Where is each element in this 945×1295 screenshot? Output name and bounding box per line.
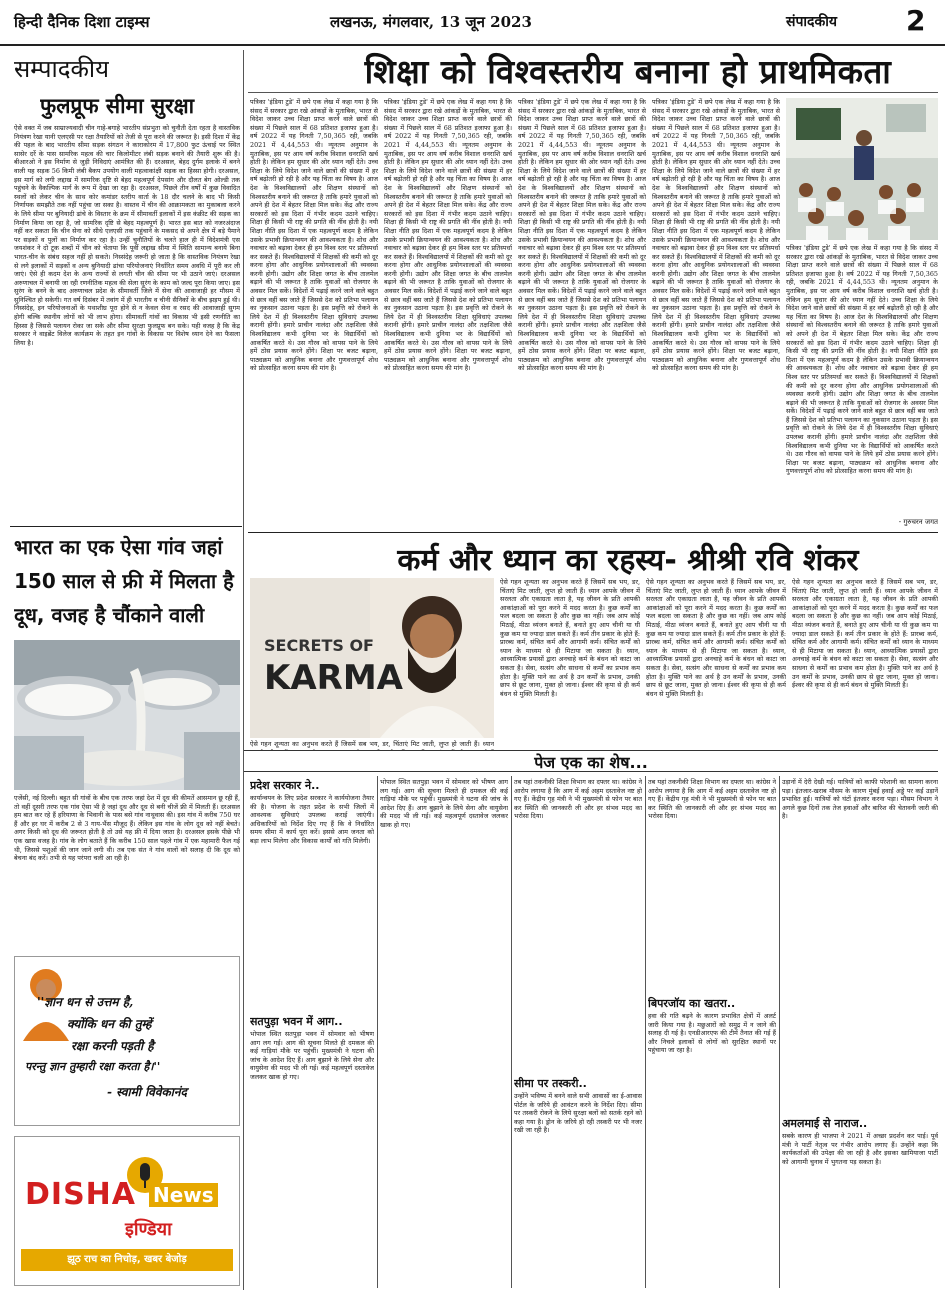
karma-body-col3: ऐसे गहन शून्यता का अनुभव करते हैं जिसमें सब भय, डर, चिंताएं मिट जाती, लुप्त हो जाती हैं। ध्यान आपके जीवन में सरलता और एकाग्रता लाता है, यह जीवन के प्रति आपकी आकांक्षाओं को पूरा करने में मदद करता है। कुछ कर्मों का फल बदला जा सकता है और कुछ का नहीं। जब आप कोई मिठाई, मीठा व्यंजन बनाते हैं, बनाते हुए आप चीनी या घी कुछ कम या ज्यादा डाल सकते हैं। कर्म तीन प्रकार के होते हैं: प्रारब्ध कर्म, संचित कर्म और आगामी कर्म। संचित कर्मों को ध्यान के माध्यम से ही मिटाया जा सकता है। ध्यान, आध्यात्मिक प्रयासों द्वारा अनचाहे कर्म के बंधन को काटा जा सकता है। सेवा, सत्संग और साधना से कर्मों का प्रभाव कम होता है। मुक्ति पाने का अर्थ है उन कर्मों के प्रभाव, उनकी छाप से छूट जाना, मुक्त हो जाना। ईश्वर की कृपा से ही कर्म बंधन से मुक्ति मिलती है। [646,578,786,698]
pradesh-body: कार्यान्वयन के लिए प्रदेश सरकार ने कार्ययोजना तैयार की है। योजना के तहत प्रदेश के सभी जिलों में आवश्यक सुविधाएं उपलब्ध कराई जाएंगी। अधिकारियों को निर्देश दिए गए हैं कि वे निर्धारित समय सीमा में कार्य पूरा करें। इससे आम जनता को बड़ा लाभ मिलेगा और विकास कार्यों को गति मिलेगी। [250,794,374,845]
quote-line-3: रक्षा करनी पड़ती है [71,1039,154,1053]
amalmai-body: सबके कारण ही भाजपा ने 2021 में अच्छा प्रदर्शन कर पाई। पूर्व मंत्री ने पार्टी नेतृत्व पर गंभीर आरोप लगाए हैं। उन्होंने कहा कि कार्यकर्ताओं की उपेक्षा की जा रही है और इसका खामियाजा पार्टी को आगामी चुनाव में भुगतना पड़ सकता है। [782,1132,938,1166]
headline-rule [248,92,938,93]
disha-news-ad[interactable] [14,1136,240,1286]
quote-line-2: क्योंकि धन की तुम्हें [67,1017,152,1031]
karma-headline: कर्म और ध्यान का रहस्य- श्रीश्री रवि शंकर [397,543,859,578]
column-rule [779,776,780,1288]
ad-sub: इण्डिया [125,1219,172,1240]
village-headline: भारत का एक ऐसा गांव जहां 150 साल से फ्री में मिलता है दूध, वजह है चौंकाने वाली [14,535,234,627]
section-rule [248,532,938,533]
column-rule [511,776,512,1288]
ad-brand-news: News [149,1183,218,1207]
biparjoy-title: बिपरजॉय का खतरा.. [648,997,736,1010]
quote-author: - स्वामी विवेकानंद [107,1085,187,1099]
amalmai-title: अमलमाई से नाराज.. [782,1117,868,1130]
section-name: संपादकीय [786,14,837,30]
karma-book-image [250,578,494,738]
quote-box [14,956,240,1126]
book-title-line1: SECRETS OF [264,636,374,655]
book-title-line2: KARMA [264,658,403,698]
paper-name: हिन्दी दैनिक दिशा टाइम्स [14,13,150,31]
page-number: 2 [906,4,926,37]
column-rule [243,50,244,1290]
lead-body-col3: पत्रिका 'इंडिया टुडे' में छपे एक लेख में कहा गया है कि संसद में सरकार द्वारा रखे आंकड़ों के मुताबिक, भारत से विदेश जाकर उच्च शिक्षा प्राप्त करने वाले छात्रों की संख्या में पिछले साल में 68 प्रतिशत इजाफा हुआ है। वर्ष 2022 में यह गिनती 7,50,365 रही, जबकि 2021 में 4,44,553 थी। न्यूनतम अनुमान के मुताबिक, इस पर आय वर्ष करीब विशाल धनराशि खर्च होती है। लेकिन हम सुधार की ओर ध्यान नहीं देते। उच्च शिक्षा के लिये विदेश जाने वाले छात्रों की संख्या में हर वर्ष बढ़ोतरी हो रही है और यह चिंता का विषय है। आज देश के विश्वविद्यालयों और शिक्षण संस्थानों को विश्वस्तरीय बनाने की जरूरत है ताकि हमारे युवाओं को अपने ही देश में बेहतर शिक्षा मिल सके। केंद्र और राज्य सरकारों को इस दिशा में गंभीर कदम उठाने चाहिए। शिक्षा ही किसी भी राष्ट्र की प्रगति की नींव होती है। नयी शिक्षा नीति इस दिशा में एक महत्वपूर्ण कदम है लेकिन उसके प्रभावी क्रियान्वयन की आवश्यकता है। शोध और नवाचार को बढ़ावा देकर ही हम विश्व स्तर पर प्रतिस्पर्धा कर सकते हैं। विश्वविद्यालयों में शिक्षकों की कमी को दूर करना होगा और आधुनिक प्रयोगशालाओं की व्यवस्था करनी होगी। उद्योग और शिक्षा जगत के बीच तालमेल बढ़ाने की भी जरूरत है ताकि युवाओं को रोजगार के अवसर मिल सकें। विदेशों में पढ़ाई करने जाने वाले बहुत से छात्र वहीं बस जाते हैं जिससे देश को प्रतिभा पलायन का नुकसान उठाना पड़ता है। इस प्रवृत्ति को रोकने के लिये देश में ही विश्वस्तरीय शिक्षा सुविधाएं उपलब्ध करानी होंगी। हमारे प्राचीन नालंदा और तक्षशिला जैसे विश्वविद्यालय कभी दुनिया भर के विद्यार्थियों को आकर्षित करते थे। उस गौरव को वापस पाने के लिये हमें ठोस प्रयास करने होंगे। शिक्षा पर बजट बढ़ाना, पाठ्यक्रम को आधुनिक बनाना और गुणवत्तापूर्ण शोध को प्रोत्साहित करना समय की मांग है। [518,98,646,373]
quote-line-1: ''ज्ञान धन से उत्तम है, [37,995,134,1009]
lead-body-col1: पत्रिका 'इंडिया टुडे' में छपे एक लेख में कहा गया है कि संसद में सरकार द्वारा रखे आंकड़ों के मुताबिक, भारत से विदेश जाकर उच्च शिक्षा प्राप्त करने वाले छात्रों की संख्या में पिछले साल में 68 प्रतिशत इजाफा हुआ है। वर्ष 2022 में यह गिनती 7,50,365 रही, जबकि 2021 में 4,44,553 थी। न्यूनतम अनुमान के मुताबिक, इस पर आय वर्ष करीब विशाल धनराशि खर्च होती है। लेकिन हम सुधार की ओर ध्यान नहीं देते। उच्च शिक्षा के लिये विदेश जाने वाले छात्रों की संख्या में हर वर्ष बढ़ोतरी हो रही है और यह चिंता का विषय है। आज देश के विश्वविद्यालयों और शिक्षण संस्थानों को विश्वस्तरीय बनाने की जरूरत है ताकि हमारे युवाओं को अपने ही देश में बेहतर शिक्षा मिल सके। केंद्र और राज्य सरकारों को इस दिशा में गंभीर कदम उठाने चाहिए। शिक्षा ही किसी भी राष्ट्र की प्रगति की नींव होती है। नयी शिक्षा नीति इस दिशा में एक महत्वपूर्ण कदम है लेकिन उसके प्रभावी क्रियान्वयन की आवश्यकता है। शोध और नवाचार को बढ़ावा देकर ही हम विश्व स्तर पर प्रतिस्पर्धा कर सकते हैं। विश्वविद्यालयों में शिक्षकों की कमी को दूर करना होगा और आधुनिक प्रयोगशालाओं की व्यवस्था करनी होगी। उद्योग और शिक्षा जगत के बीच तालमेल बढ़ाने की भी जरूरत है ताकि युवाओं को रोजगार के अवसर मिल सकें। विदेशों में पढ़ाई करने जाने वाले बहुत से छात्र वहीं बस जाते हैं जिससे देश को प्रतिभा पलायन का नुकसान उठाना पड़ता है। इस प्रवृत्ति को रोकने के लिये देश में ही विश्वस्तरीय शिक्षा सुविधाएं उपलब्ध करानी होंगी। हमारे प्राचीन नालंदा और तक्षशिला जैसे विश्वविद्यालय कभी दुनिया भर के विद्यार्थियों को आकर्षित करते थे। उस गौरव को वापस पाने के लिये हमें ठोस प्रयास करने होंगे। शिक्षा पर बजट बढ़ाना, पाठ्यक्रम को आधुनिक बनाना और गुणवत्तापूर्ण शोध को प्रोत्साहित करना समय की मांग है। [250,98,378,373]
col5-body: उड़ानों में देरी देखी गई। यात्रियों को काफी परेशानी का सामना करना पड़ा। इंतजार-खराब मौसम के कारण मुंबई हवाई अड्डे पर कई उड़ानें प्रभावित हुईं। यात्रियों को घंटों इंतजार करना पड़ा। मौसम विभाग ने अगले कुछ दिनों तक तेज हवाओं और बारिश की चेतावनी जारी की है। [782,778,938,821]
satpura-title: सतपुड़ा भवन में आग.. [250,1015,343,1028]
milk-photo [14,640,240,790]
lead-body-col2: पत्रिका 'इंडिया टुडे' में छपे एक लेख में कहा गया है कि संसद में सरकार द्वारा रखे आंकड़ों के मुताबिक, भारत से विदेश जाकर उच्च शिक्षा प्राप्त करने वाले छात्रों की संख्या में पिछले साल में 68 प्रतिशत इजाफा हुआ है। वर्ष 2022 में यह गिनती 7,50,365 रही, जबकि 2021 में 4,44,553 थी। न्यूनतम अनुमान के मुताबिक, इस पर आय वर्ष करीब विशाल धनराशि खर्च होती है। लेकिन हम सुधार की ओर ध्यान नहीं देते। उच्च शिक्षा के लिये विदेश जाने वाले छात्रों की संख्या में हर वर्ष बढ़ोतरी हो रही है और यह चिंता का विषय है। आज देश के विश्वविद्यालयों और शिक्षण संस्थानों को विश्वस्तरीय बनाने की जरूरत है ताकि हमारे युवाओं को अपने ही देश में बेहतर शिक्षा मिल सके। केंद्र और राज्य सरकारों को इस दिशा में गंभीर कदम उठाने चाहिए। शिक्षा ही किसी भी राष्ट्र की प्रगति की नींव होती है। नयी शिक्षा नीति इस दिशा में एक महत्वपूर्ण कदम है लेकिन उसके प्रभावी क्रियान्वयन की आवश्यकता है। शोध और नवाचार को बढ़ावा देकर ही हम विश्व स्तर पर प्रतिस्पर्धा कर सकते हैं। विश्वविद्यालयों में शिक्षकों की कमी को दूर करना होगा और आधुनिक प्रयोगशालाओं की व्यवस्था करनी होगी। उद्योग और शिक्षा जगत के बीच तालमेल बढ़ाने की भी जरूरत है ताकि युवाओं को रोजगार के अवसर मिल सकें। विदेशों में पढ़ाई करने जाने वाले बहुत से छात्र वहीं बस जाते हैं जिससे देश को प्रतिभा पलायन का नुकसान उठाना पड़ता है। इस प्रवृत्ति को रोकने के लिये देश में ही विश्वस्तरीय शिक्षा सुविधाएं उपलब्ध करानी होंगी। हमारे प्राचीन नालंदा और तक्षशिला जैसे विश्वविद्यालय कभी दुनिया भर के विद्यार्थियों को आकर्षित करते थे। उस गौरव को वापस पाने के लिये हमें ठोस प्रयास करने होंगे। शिक्षा पर बजट बढ़ाना, पाठ्यक्रम को आधुनिक बनाना और गुणवत्तापूर्ण शोध को प्रोत्साहित करना समय की मांग है। [384,98,512,373]
masthead [0,0,945,46]
ad-brand: DISHA [25,1177,136,1212]
quote-line-4: परन्तु ज्ञान तुम्हारी रक्षा करता है।'' [25,1060,161,1073]
lead-byline: - गुरुचरन जगत [898,518,938,526]
editorial-title: फुलप्रूफ सीमा सुरक्षा [40,93,195,118]
editorial-label: सम्पादकीय [14,55,110,83]
satpura-body: भोपाल स्थित सतपुड़ा भवन में सोमवार को भीषण आग लग गई। आग की सूचना मिलते ही दमकल की कई गाड़ियां मौके पर पहुंचीं। मुख्यमंत्री ने घटना की जांच के आदेश दिए हैं। आग बुझाने के लिये सेना और वायुसेना की मदद भी ली गई। कई महत्वपूर्ण दस्तावेज जलकर खाक हो गए। [250,1030,374,1081]
column-rule [377,776,378,1288]
lead-body-col5: पत्रिका 'इंडिया टुडे' में छपे एक लेख में कहा गया है कि संसद में सरकार द्वारा रखे आंकड़ों के मुताबिक, भारत से विदेश जाकर उच्च शिक्षा प्राप्त करने वाले छात्रों की संख्या में पिछले साल में 68 प्रतिशत इजाफा हुआ है। वर्ष 2022 में यह गिनती 7,50,365 रही, जबकि 2021 में 4,44,553 थी। न्यूनतम अनुमान के मुताबिक, इस पर आय वर्ष करीब विशाल धनराशि खर्च होती है। लेकिन हम सुधार की ओर ध्यान नहीं देते। उच्च शिक्षा के लिये विदेश जाने वाले छात्रों की संख्या में हर वर्ष बढ़ोतरी हो रही है और यह चिंता का विषय है। आज देश के विश्वविद्यालयों और शिक्षण संस्थानों को विश्वस्तरीय बनाने की जरूरत है ताकि हमारे युवाओं को अपने ही देश में बेहतर शिक्षा मिल सके। केंद्र और राज्य सरकारों को इस दिशा में गंभीर कदम उठाने चाहिए। शिक्षा ही किसी भी राष्ट्र की प्रगति की नींव होती है। नयी शिक्षा नीति इस दिशा में एक महत्वपूर्ण कदम है लेकिन उसके प्रभावी क्रियान्वयन की आवश्यकता है। शोध और नवाचार को बढ़ावा देकर ही हम विश्व स्तर पर प्रतिस्पर्धा कर सकते हैं। विश्वविद्यालयों में शिक्षकों की कमी को दूर करना होगा और आधुनिक प्रयोगशालाओं की व्यवस्था करनी होगी। उद्योग और शिक्षा जगत के बीच तालमेल बढ़ाने की भी जरूरत है ताकि युवाओं को रोजगार के अवसर मिल सकें। विदेशों में पढ़ाई करने जाने वाले बहुत से छात्र वहीं बस जाते हैं जिससे देश को प्रतिभा पलायन का नुकसान उठाना पड़ता है। इस प्रवृत्ति को रोकने के लिये देश में ही विश्वस्तरीय शिक्षा सुविधाएं उपलब्ध करानी होंगी। हमारे प्राचीन नालंदा और तक्षशिला जैसे विश्वविद्यालय कभी दुनिया भर के विद्यार्थियों को आकर्षित करते थे। उस गौरव को वापस पाने के लिये हमें ठोस प्रयास करने होंगे। शिक्षा पर बजट बढ़ाना, पाठ्यक्रम को आधुनिक बनाना और गुणवत्तापूर्ण शोध को प्रोत्साहित करना समय की मांग है। [786,244,938,476]
lead-headline: शिक्षा को विश्वस्तरीय बनाना हो प्राथमिकता [364,52,892,91]
village-body: एजेंसी, नई दिल्ली। बहुत सी गांवों के बीच एक तरफ जहां देश में दूध की कीमतें आसमान छू रही हैं, तो वहीं दूसरी तरफ एक गांव ऐसा भी है जहां दूध और दूध से बनी चीजें फ्री में मिलती हैं। दरअसल हम बात कर रहे हैं हरियाणा के भिवानी के पास बसे गांव नाथूवास की। इस गांव में करीब 750 घर हैं और हर घर में करीब 2 से 3 गाय-भैंस मौजूद हैं। लेकिन इस गांव के लोग दूध को नहीं बेचते। अगर किसी को दूध की जरूरत होती है तो उसे यह फ्री में दिया जाता है। दरअसल इसके पीछे भी एक खास वजह है। गांव के लोग बताते हैं कि करीब 150 साल पहले गांव में एक महामारी फैल गई थी, जिससे पशुओं की जान जाने लगी थी। तब एक संत ने गांव वालों को सलाह दी कि दूध को बेचना बंद करें। तभी से यह परंपरा चली आ रही है। [14,794,240,863]
lead-body-col4: पत्रिका 'इंडिया टुडे' में छपे एक लेख में कहा गया है कि संसद में सरकार द्वारा रखे आंकड़ों के मुताबिक, भारत से विदेश जाकर उच्च शिक्षा प्राप्त करने वाले छात्रों की संख्या में पिछले साल में 68 प्रतिशत इजाफा हुआ है। वर्ष 2022 में यह गिनती 7,50,365 रही, जबकि 2021 में 4,44,553 थी। न्यूनतम अनुमान के मुताबिक, इस पर आय वर्ष करीब विशाल धनराशि खर्च होती है। लेकिन हम सुधार की ओर ध्यान नहीं देते। उच्च शिक्षा के लिये विदेश जाने वाले छात्रों की संख्या में हर वर्ष बढ़ोतरी हो रही है और यह चिंता का विषय है। आज देश के विश्वविद्यालयों और शिक्षण संस्थानों को विश्वस्तरीय बनाने की जरूरत है ताकि हमारे युवाओं को अपने ही देश में बेहतर शिक्षा मिल सके। केंद्र और राज्य सरकारों को इस दिशा में गंभीर कदम उठाने चाहिए। शिक्षा ही किसी भी राष्ट्र की प्रगति की नींव होती है। नयी शिक्षा नीति इस दिशा में एक महत्वपूर्ण कदम है लेकिन उसके प्रभावी क्रियान्वयन की आवश्यकता है। शोध और नवाचार को बढ़ावा देकर ही हम विश्व स्तर पर प्रतिस्पर्धा कर सकते हैं। विश्वविद्यालयों में शिक्षकों की कमी को दूर करना होगा और आधुनिक प्रयोगशालाओं की व्यवस्था करनी होगी। उद्योग और शिक्षा जगत के बीच तालमेल बढ़ाने की भी जरूरत है ताकि युवाओं को रोजगार के अवसर मिल सकें। विदेशों में पढ़ाई करने जाने वाले बहुत से छात्र वहीं बस जाते हैं जिससे देश को प्रतिभा पलायन का नुकसान उठाना पड़ता है। इस प्रवृत्ति को रोकने के लिये देश में ही विश्वस्तरीय शिक्षा सुविधाएं उपलब्ध करानी होंगी। हमारे प्राचीन नालंदा और तक्षशिला जैसे विश्वविद्यालय कभी दुनिया भर के विद्यार्थियों को आकर्षित करते थे। उस गौरव को वापस पाने के लिये हमें ठोस प्रयास करने होंगे। शिक्षा पर बजट बढ़ाना, पाठ्यक्रम को आधुनिक बनाना और गुणवत्तापूर्ण शोध को प्रोत्साहित करना समय की मांग है। [652,98,780,373]
editorial-body: ऐसे वक्त में जब साम्राज्यवादी चीन गाहे-बगाहे भारतीय संप्रभुता को चुनौती देता रहता है वास्तविक नियंत्रण रेखा यानी एलएसी पर रक्षा तैयारियों को तेजी से पूरा करने की जरूरत है। इसी दिशा में केंद्र की पहल के बाद भारतीय सीमा सड़क संगठन ने काराकोरम में 17,800 फुट ऊंचाई पर स्थित सासेर दर्रे के पास सामरिक महत्व की चार किलोमीटर लंबी सड़क बनाने की तैयारी शुरू की है। बीआरओ ने इस निर्माण से जुड़ी निविदाएं आमंत्रित की हैं। दरअसल, बेहद दुर्गम इलाके में बनने वाली यह सड़क 56 किमी लंबी बैकप उपयोग वाली महत्वाकांक्षी सड़क का हिस्सा होगी। दरअसल, इस मार्ग को लगी लद्दाख में सामरिक दृष्टि से बेहद महत्वपूर्ण देपसांग और दौलत बेग ओल्डी तक पहुंचने के वैकल्पिक मार्ग के रूप में देखा जा रहा है। दरअसल, पिछले तीन वर्षों में कुछ विवादित स्थलों को लेकर चीन के साथ कोर कमांडर स्तरीय वार्ता के 18 दौर चलने के बाद भी किसी निर्णायक समझौते तक नहीं पहुंचा जा सका है। वास्तव में चीन की आक्रामकता का मुकाबला करने के लिये सीमा पर बुनियादी ढांचे के विस्तार के क्रम में सीमावर्ती इलाकों में इस कंक्रीट की सड़क का निर्माण किया जा रहा है, जो सामरिक दृष्टि से बेहद महत्वपूर्ण है। भारत इस बात को नजरअंदाज नहीं कर सकता कि चीन सेना को सीधे एलएसी तक पहुंचाने के मकसद से अपने क्षेत्र में बड़े पैमाने पर सड़कों व पुलों का निर्माण कर रहा है। उन्हीं चुनौतियों के चलते हाल ही में विदेशमंत्री एस जयशंकर ने दो टूक शब्दों में चीन को चेताया कि पूर्वी लद्दाख सीमा में स्थिति सामान्य बनाये बिना भारत-चीन के संबंध सहज नहीं हो सकते। निस्संदेह जरूरी हो जाता है कि वास्तविक नियंत्रण रेखा से लगे इलाकों में सड़कों व अन्य बुनियादी ढांचा परियोजनाएं निर्धारित समय अवधि में पूरी कर ली जाएं। ऐसे ही कदम देश के अन्य राज्यों से लगती चीन की सीमा पर भी उठाने जाएं। दरअसल अरुणाचल में बनायी जा रही रणनीतिक महत्व की सेला सुरंग के काम को जल्द पूरा किया जाए। इस सुरंग के बनने के बाद अरुणाचल प्रदेश के सीमावर्ती जिले में सेना की आवाजाही हर मौसम में सुनिश्चित हो सकेगी। गत वर्ष दिसंबर में तवांग में ही भारतीय व चीनी सैनिकों के बीच झड़प हुई थी। निस्संदेह, इन परियोजनाओं के यथाशीघ्र पूरा होने से न केवल सेना व रसद की आवाजाही सुगम होगी बल्कि स्थानीय लोगों को भी लाभ होगा। सीमावर्ती गांवों का विकास भी इसी रणनीति का हिस्सा है जिससे पलायन रोका जा सके और सीमा सुरक्षा फुलप्रूफ बन सके। यही वजह है कि केंद्र सरकार ने वाइब्रेंट विलेज कार्यक्रम के तहत इन गांवों के विकास पर विशेष ध्यान देने का फैसला लिया है। [14,124,240,347]
karma-caption: ऐसे गहन शून्यता का अनुभव करते हैं जिसमें सब भय, डर, चिंताएं मिट जाती, लुप्त हो जाती हैं। ध्यान [250,740,494,748]
classroom-photo [786,98,938,240]
dateline: लखनऊ, मंगलवार, 13 जून 2023 [330,13,532,31]
col3-body: तब यहां तकनीकी शिक्षा विभाग का दफ्तर था। कांग्रेस ने आरोप लगाया है कि आग में कई अहम दस्तावेज नष्ट हो गए हैं। केंद्रीय गृह मंत्री ने भी मुख्यमंत्री से फोन पर बात कर स्थिति की जानकारी ली और हर संभव मदद का भरोसा दिया। [514,778,642,821]
page-one-continued-banner: पेज एक का शेष... [244,750,938,772]
ad-tagline: झूठ राच का निचोड़, खबर बेजोड़ [21,1249,233,1271]
satpura-body-col2: भोपाल स्थित सतपुड़ा भवन में सोमवार को भीषण आग लग गई। आग की सूचना मिलते ही दमकल की कई गाड़ियां मौके पर पहुंचीं। मुख्यमंत्री ने घटना की जांच के आदेश दिए हैं। आग बुझाने के लिये सेना और वायुसेना की मदद भी ली गई। कई महत्वपूर्ण दस्तावेज जलकर खाक हो गए। [380,778,508,829]
column-rule [645,776,646,1288]
karma-body-col2: ऐसे गहन शून्यता का अनुभव करते हैं जिसमें सब भय, डर, चिंताएं मिट जाती, लुप्त हो जाती हैं। ध्यान आपके जीवन में सरलता और एकाग्रता लाता है, यह जीवन के प्रति आपकी आकांक्षाओं को पूरा करने में मदद करता है। कुछ कर्मों का फल बदला जा सकता है और कुछ का नहीं। जब आप कोई मिठाई, मीठा व्यंजन बनाते हैं, बनाते हुए आप चीनी या घी कुछ कम या ज्यादा डाल सकते हैं। कर्म तीन प्रकार के होते हैं: प्रारब्ध कर्म, संचित कर्म और आगामी कर्म। संचित कर्मों को ध्यान के माध्यम से ही मिटाया जा सकता है। ध्यान, आध्यात्मिक प्रयासों द्वारा अनचाहे कर्म के बंधन को काटा जा सकता है। सेवा, सत्संग और साधना से कर्मों का प्रभाव कम होता है। मुक्ति पाने का अर्थ है उन कर्मों के प्रभाव, उनकी छाप से छूट जाना, मुक्त हो जाना। ईश्वर की कृपा से ही कर्म बंधन से मुक्ति मिलती है। [500,578,640,698]
karma-body-col4: ऐसे गहन शून्यता का अनुभव करते हैं जिसमें सब भय, डर, चिंताएं मिट जाती, लुप्त हो जाती हैं। ध्यान आपके जीवन में सरलता और एकाग्रता लाता है, यह जीवन के प्रति आपकी आकांक्षाओं को पूरा करने में मदद करता है। कुछ कर्मों का फल बदला जा सकता है और कुछ का नहीं। जब आप कोई मिठाई, मीठा व्यंजन बनाते हैं, बनाते हुए आप चीनी या घी कुछ कम या ज्यादा डाल सकते हैं। कर्म तीन प्रकार के होते हैं: प्रारब्ध कर्म, संचित कर्म और आगामी कर्म। संचित कर्मों को ध्यान के माध्यम से ही मिटाया जा सकता है। ध्यान, आध्यात्मिक प्रयासों द्वारा अनचाहे कर्म के बंधन को काटा जा सकता है। सेवा, सत्संग और साधना से कर्मों का प्रभाव कम होता है। मुक्ति पाने का अर्थ है उन कर्मों के प्रभाव, उनकी छाप से छूट जाना, मुक्त हो जाना। ईश्वर की कृपा से ही कर्म बंधन से मुक्ति मिलती है। [792,578,938,690]
pradesh-title: प्रदेश सरकार ने.. [250,779,320,792]
col4-body: तब यहां तकनीकी शिक्षा विभाग का दफ्तर था। कांग्रेस ने आरोप लगाया है कि आग में कई अहम दस्तावेज नष्ट हो गए हैं। केंद्रीय गृह मंत्री ने भी मुख्यमंत्री से फोन पर बात कर स्थिति की जानकारी ली और हर संभव मदद का भरोसा दिया। [648,778,776,821]
biparjoy-body: हवा की गति बढ़ने के कारण प्रभावित क्षेत्रों में अलर्ट जारी किया गया है। मछुआरों को समुद्र में न जाने की सलाह दी गई है। एनडीआरएफ की टीमें तैनात की गई हैं और निचले इलाकों से लोगों को सुरक्षित स्थानों पर पहुंचाया जा रहा है। [648,1012,776,1055]
section-rule-left [10,526,242,527]
seema-body: उन्होंने भविष्य में बनने वाले सभी आवासों का ई-आवास पोर्टल के जरिये ही आवंटन करने के निर्देश दिए। सीमा पर तस्करी रोकने के लिये सुरक्षा बलों को सतर्क रहने को कहा गया है। ड्रोन के जरिये हो रही तस्करी पर भी नजर रखी जा रही है। [514,1092,642,1135]
seema-title: सीमा पर तस्करी.. [514,1077,587,1090]
